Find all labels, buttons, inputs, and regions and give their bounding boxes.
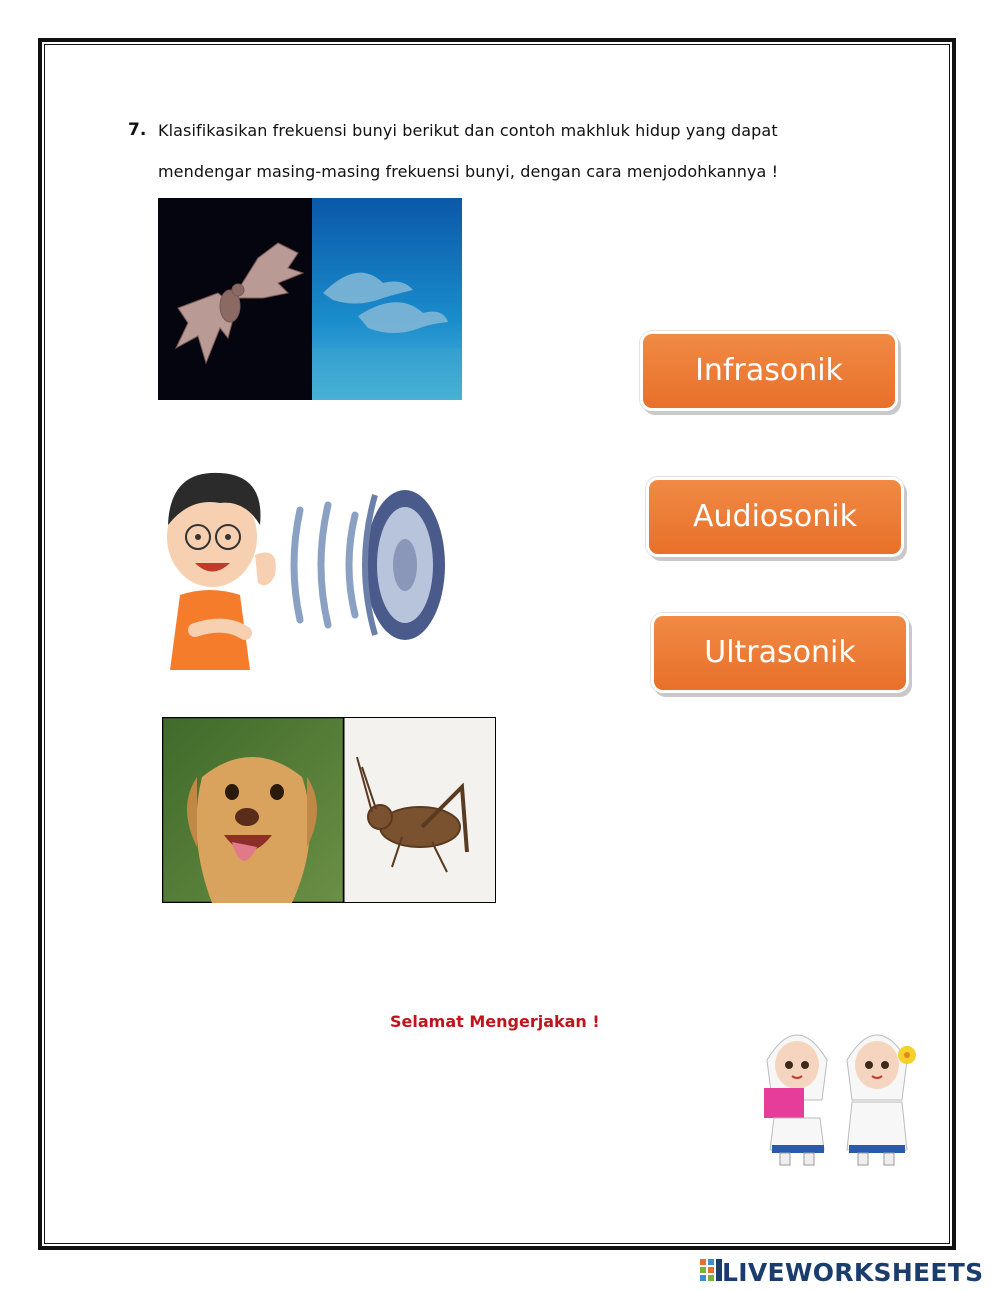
- liveworksheets-text: LIVEWORKSHEETS: [722, 1257, 984, 1287]
- girls-illustration: [752, 1010, 924, 1168]
- question-text-line-1: Klasifikasikan frekuensi bunyi berikut dan contoh makhluk hidup yang dapat: [158, 121, 778, 140]
- question-number: 7.: [128, 120, 147, 140]
- boy-listening-speaker-image: [150, 455, 460, 680]
- girl-right-icon: [847, 1035, 916, 1165]
- answer-ultrasonik-button[interactable]: Ultrasonik: [651, 613, 909, 693]
- girl-left-icon: [764, 1035, 827, 1165]
- answer-audiosonik-button[interactable]: Audiosonik: [646, 477, 904, 557]
- speaker-icon: [365, 490, 445, 640]
- boy-icon: [167, 473, 276, 670]
- answer-infrasonik-button[interactable]: Infrasonik: [640, 331, 898, 411]
- sound-waves-icon: [294, 505, 355, 625]
- dog-and-cricket-image: [162, 717, 496, 903]
- liveworksheets-logo: [700, 1257, 983, 1287]
- liveworksheets-logo-icon: [700, 1259, 722, 1285]
- bat-and-dolphins-image: [158, 198, 462, 400]
- dog-icon: [187, 757, 317, 903]
- question-text-line-2: mendengar masing-masing frekuensi bunyi, dengan cara menjodohkannya !: [158, 162, 779, 181]
- closing-message: Selamat Mengerjakan !: [390, 1012, 600, 1031]
